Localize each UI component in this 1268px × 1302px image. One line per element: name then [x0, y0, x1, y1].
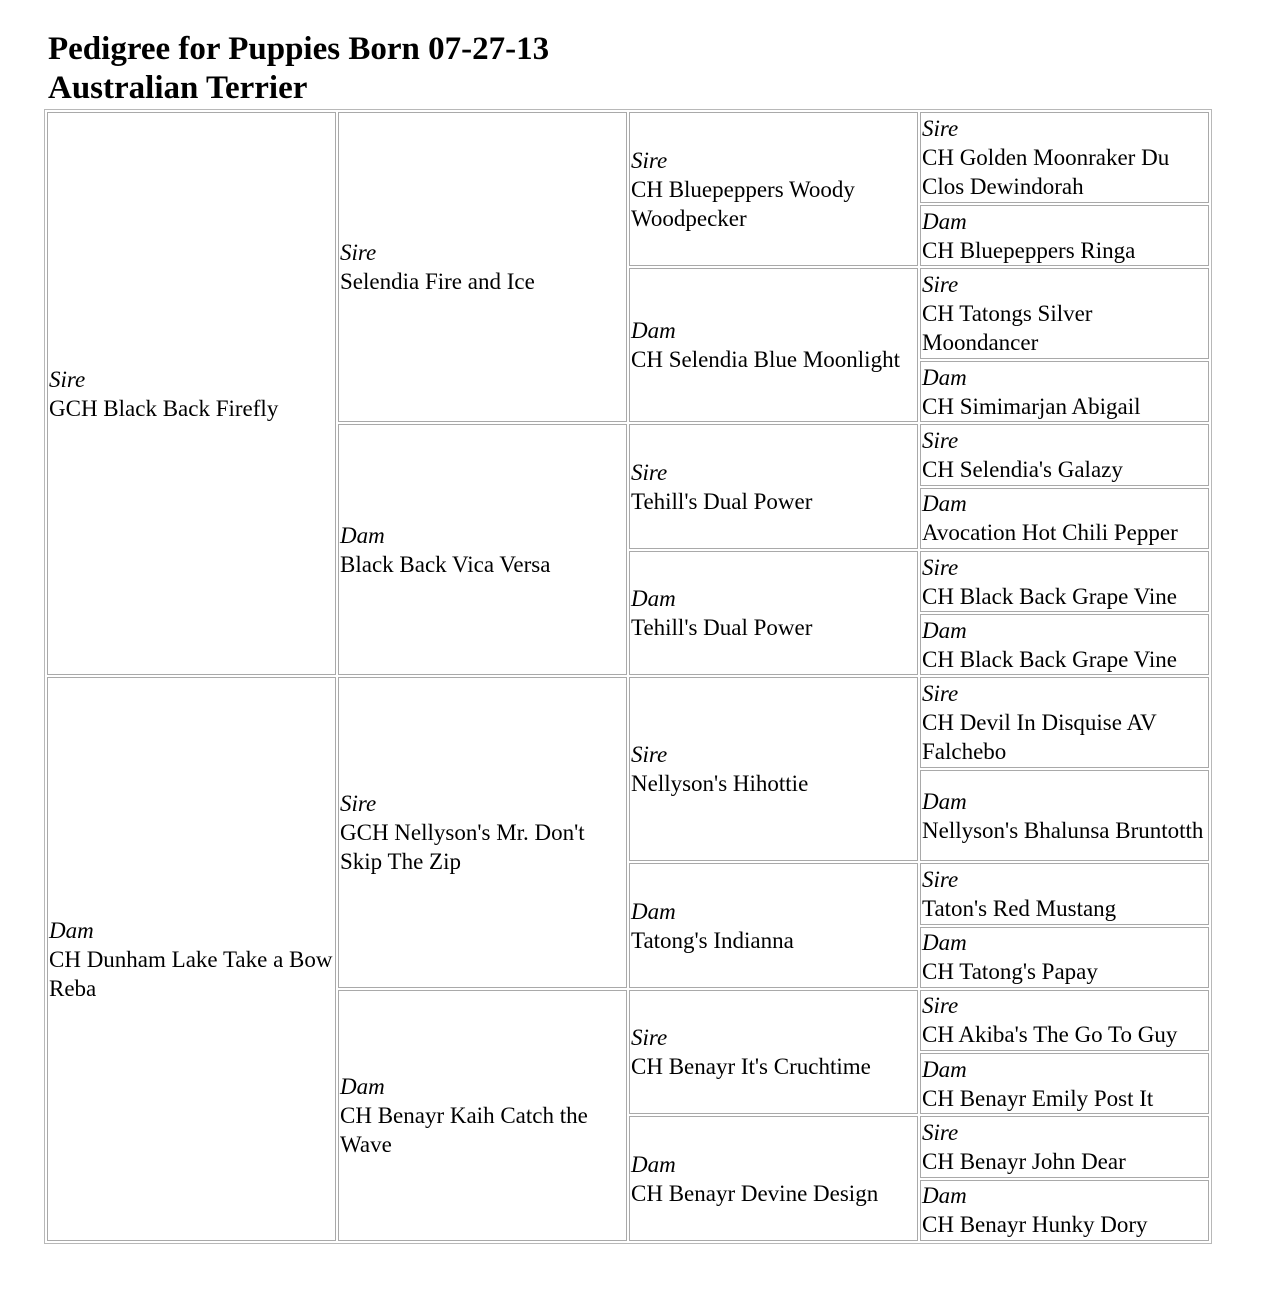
dog-name: Tehill's Dual Power — [631, 488, 813, 514]
dog-name: CH Benayr Emily Post It — [922, 1085, 1154, 1111]
dog-name: CH Selendia's Galazy — [922, 456, 1123, 482]
dog-name: CH Benayr John Dear — [922, 1149, 1126, 1175]
dam-label: Dam — [922, 1056, 967, 1082]
gen3-cell — [629, 990, 918, 1115]
sire-label: Sire — [922, 1120, 959, 1146]
dog-name: Tatong's Indianna — [631, 927, 794, 953]
gen4-cell — [920, 990, 1209, 1051]
pedigree-row — [47, 112, 1209, 203]
dog-name: CH Bluepeppers Woody Woodpecker — [631, 176, 855, 231]
gen4-cell — [920, 205, 1209, 266]
dog-name: Black Back Vica Versa — [340, 551, 551, 577]
dog-name: CH Bluepeppers Ringa — [922, 237, 1136, 263]
dam-label: Dam — [922, 364, 967, 390]
dam-label: Dam — [631, 586, 676, 612]
dog-name: Selendia Fire and Ice — [340, 269, 535, 295]
dog-name: CH Devil In Disquise AV Falchebo — [922, 710, 1157, 765]
dam-label: Dam — [922, 491, 967, 517]
dam-label: Dam — [631, 898, 676, 924]
sire-label: Sire — [49, 366, 86, 392]
dog-name: Taton's Red Mustang — [922, 895, 1117, 921]
gen3-cell — [629, 268, 918, 422]
sire-label: Sire — [340, 240, 377, 266]
gen2-cell — [338, 424, 627, 675]
sire-label: Sire — [922, 427, 959, 453]
sire-label: Sire — [631, 1025, 668, 1051]
dam-label: Dam — [340, 1073, 385, 1099]
dog-name: CH Tatongs Silver Moondancer — [922, 301, 1093, 356]
gen4-cell — [920, 1053, 1209, 1114]
dog-name: Nellyson's Hihottie — [631, 771, 809, 797]
sire-label: Sire — [922, 272, 959, 298]
dam-label: Dam — [631, 318, 676, 344]
sire-label: Sire — [922, 993, 959, 1019]
gen3-cell — [629, 551, 918, 676]
sire-label: Sire — [922, 554, 959, 580]
sire-label: Sire — [922, 681, 959, 707]
dog-name: Avocation Hot Chili Pepper — [922, 520, 1178, 546]
dog-name: GCH Black Back Firefly — [49, 395, 279, 421]
dog-name: CH Benayr It's Cruchtime — [631, 1054, 871, 1080]
gen3-cell — [629, 424, 918, 549]
dam-label: Dam — [922, 617, 967, 643]
dam-label: Dam — [922, 930, 967, 956]
gen3-cell — [629, 863, 918, 988]
gen1-dam-cell — [47, 677, 336, 1241]
gen3-cell — [629, 112, 918, 266]
dam-label: Dam — [922, 208, 967, 234]
pedigree-row — [47, 677, 1209, 768]
sire-label: Sire — [922, 866, 959, 892]
dog-name: Tehill's Dual Power — [631, 615, 813, 641]
dam-label: Dam — [49, 917, 94, 943]
dam-label: Dam — [340, 522, 385, 548]
gen4-cell — [920, 677, 1209, 768]
pedigree-table — [44, 109, 1212, 1244]
dog-name: CH Black Back Grape Vine — [922, 646, 1177, 672]
gen4-cell — [920, 361, 1209, 422]
sire-label: Sire — [922, 115, 959, 141]
gen1-sire-cell — [47, 112, 336, 675]
gen2-cell — [338, 990, 627, 1241]
sire-label: Sire — [631, 459, 668, 485]
gen4-cell — [920, 112, 1209, 203]
gen3-cell — [629, 1116, 918, 1241]
dam-label: Dam — [922, 1183, 967, 1209]
dog-name: CH Benayr Devine Design — [631, 1180, 879, 1206]
gen2-cell — [338, 112, 627, 422]
sire-label: Sire — [340, 791, 377, 817]
gen4-cell — [920, 268, 1209, 359]
gen4-cell — [920, 1180, 1209, 1241]
gen4-cell — [920, 770, 1209, 861]
dam-label: Dam — [631, 1151, 676, 1177]
dog-name: CH Dunham Lake Take a Bow Reba — [49, 946, 333, 1001]
dog-name: CH Benayr Hunky Dory — [922, 1212, 1148, 1238]
page-title — [48, 30, 549, 108]
title-line-1: Pedigree for Puppies Born 07-27-13 — [48, 31, 550, 67]
gen3-cell — [629, 677, 918, 861]
dog-name: CH Benayr Kaih Catch the Wave — [340, 1102, 588, 1157]
gen4-cell — [920, 863, 1209, 924]
dog-name: GCH Nellyson's Mr. Don't Skip The Zip — [340, 820, 585, 875]
gen4-cell — [920, 488, 1209, 549]
gen4-cell — [920, 614, 1209, 675]
dog-name: CH Simimarjan Abigail — [922, 393, 1141, 419]
dog-name: CH Tatong's Papay — [922, 959, 1098, 985]
dog-name: CH Akiba's The Go To Guy — [922, 1022, 1178, 1048]
gen4-cell — [920, 424, 1209, 485]
dog-name: CH Golden Moonraker Du Clos Dewindorah — [922, 144, 1170, 199]
dog-name: CH Selendia Blue Moonlight — [631, 347, 900, 373]
dog-name: CH Black Back Grape Vine — [922, 583, 1177, 609]
dam-label: Dam — [922, 788, 967, 814]
gen2-cell — [338, 677, 627, 987]
sire-label: Sire — [631, 147, 668, 173]
title-line-2: Australian Terrier — [48, 70, 308, 106]
sire-label: Sire — [631, 742, 668, 768]
dog-name: Nellyson's Bhalunsa Bruntotth — [922, 817, 1204, 843]
gen4-cell — [920, 927, 1209, 988]
gen4-cell — [920, 551, 1209, 612]
gen4-cell — [920, 1116, 1209, 1177]
